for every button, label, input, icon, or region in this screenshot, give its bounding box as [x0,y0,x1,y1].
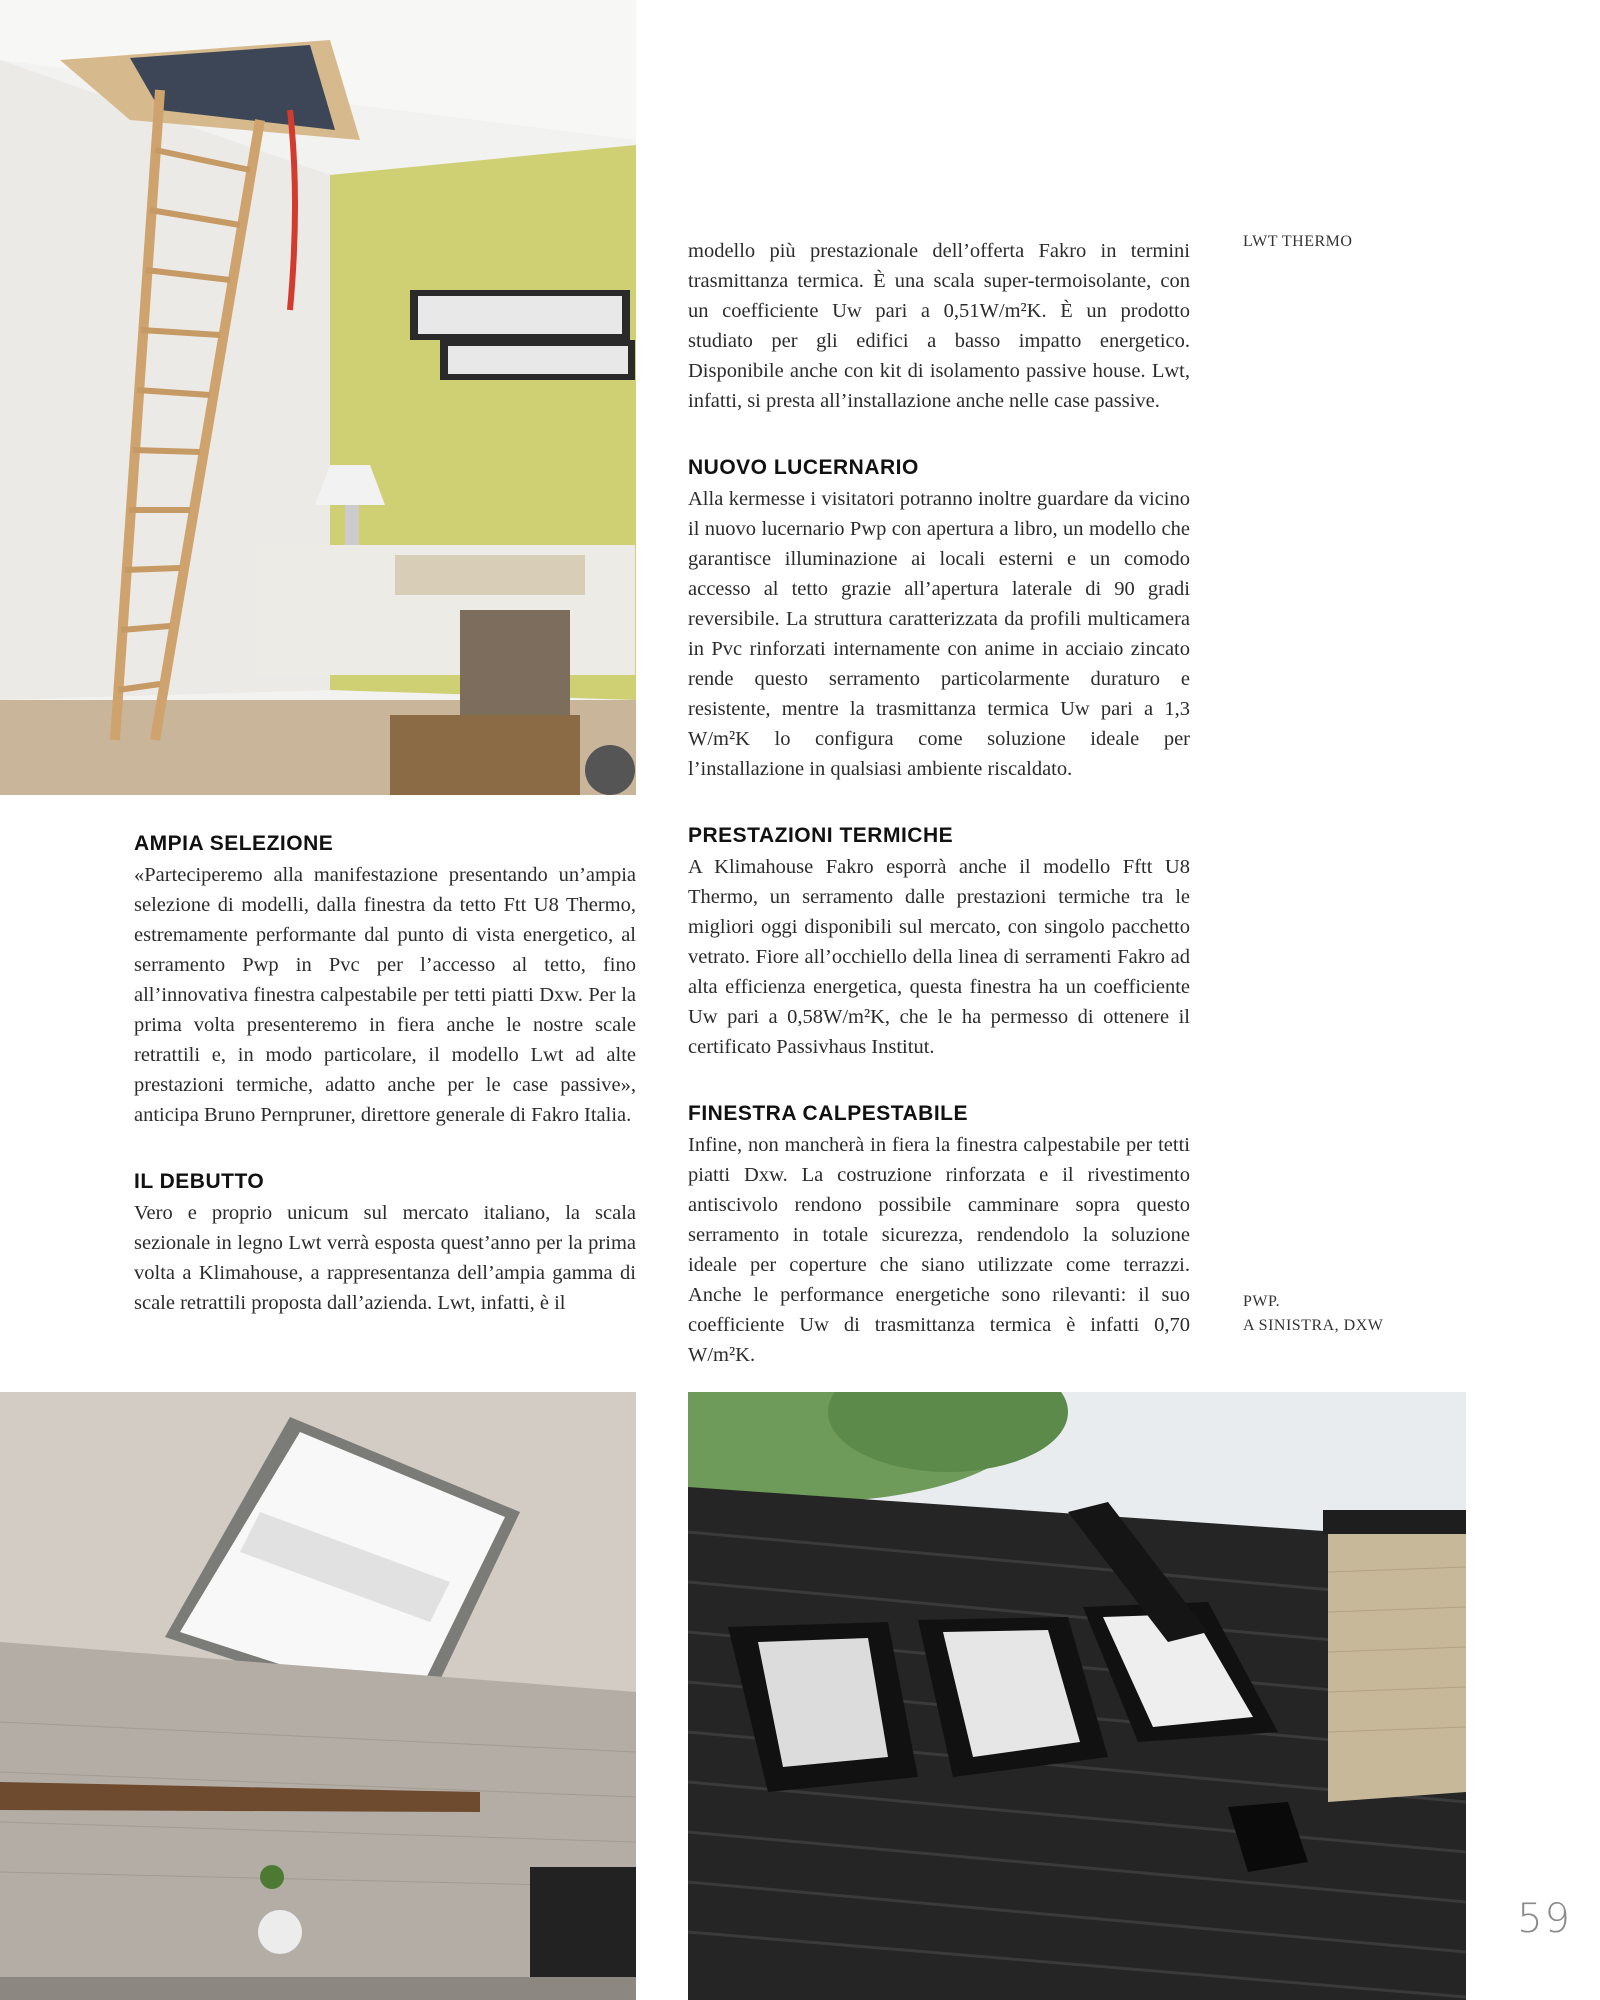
caption-pwp: PWP. [1243,1293,1281,1310]
heading-nuovo-lucernario: NUOVO LUCERNARIO [688,456,919,479]
roof-windows-photo [688,1392,1466,2000]
left-text-column [134,832,636,1318]
paragraph-ampia-selezione: «Parteciperemo alla manifestazione presentando un’ampia selezione di modelli, dalla finestra da tetto Ftt U8 Thermo, estremamente performante dal punto di vista energetico, al serramento Pwp in Pvc per l’accesso al tetto, fino all’innovativa finestra calpestabile per tetti piatti Dxw. Per la prima volta presenteremo in fiera anche le nostre scale retrattili e, in modo particolare, il modello Lwt ad alte prestazioni termiche, adatto anche per le case passive», anticipa Bruno Pernpruner, direttore generale di Fakro Italia. [134,864,636,1126]
heading-prestazioni-termiche: PRESTAZIONI TERMICHE [688,824,954,847]
skylight-photo [0,1392,636,2000]
paragraph-finestra-calpestabile: Infine, non mancherà in fiera la finestra calpestabile per tetti piatti Dxw. La costruzione rinforzata e il rivestimento antiscivolo rendono possibile camminare sopra questo serramento in totale sicurezza, rendendolo la soluzione ideale per coperture che siano utilizzate come terrazzi. Anche le performance energetiche sono rilevanti: il suo coefficiente Uw di trasmittanza termica è infatti 0,70 W/m²K. [688,1134,1190,1366]
paragraph-prestazioni-termiche: A Klimahouse Fakro esporrà anche il modello Fftt U8 Thermo, un serramento dalle prestazioni termiche tra le migliori oggi disponibili sul mercato, con singolo pacchetto vetrato. Fiore all’occhiello della linea di serramenti Fakro ad alta efficienza energetica, questa finestra ha un coefficiente Uw pari a 0,58W/m²K, che le ha permesso di ottenere il certificato Passivhaus Institut. [688,856,1190,1058]
attic-ladder-illustration [0,0,636,795]
heading-ampia-selezione: AMPIA SELEZIONE [134,832,334,855]
roof-windows-illustration [688,1392,1466,2000]
caption-a-sinistra-dxw: A SINISTRA, DXW [1243,1317,1384,1334]
heading-finestra-calpestabile: FINESTRA CALPESTABILE [688,1102,969,1125]
skylight-illustration [0,1392,636,2000]
paragraph-nuovo-lucernario: Alla kermesse i visitatori potranno inoltre guardare da vicino il nuovo lucernario Pwp con apertura a libro, un modello che garantisce illuminazione ai locali esterni e un comodo accesso al tetto grazie all’apertura laterale di 90 gradi reversibile. La struttura caratterizzata da profili multicamera in Pvc rinforzati internamente con anime in acciaio zincato rende questo serramento particolarmente duraturo e resistente, mentre la trasmittanza termica Uw pari a 1,3 W/m²K lo configura come soluzione ideale per l’installazione in qualsiasi ambiente riscaldato. [688,488,1190,780]
caption-pwp-dxw [1243,1290,1383,1338]
paragraph-il-debutto: Vero e proprio unicum sul mercato italiano, la scala sezionale in legno Lwt verrà esposta quest’anno per la prima volta a Klimahouse, a rappresentanza dell’ampia gamma di scale retrattili proposta dall’azienda. Lwt, infatti, è il [134,1202,636,1314]
heading-il-debutto: IL DEBUTTO [134,1170,265,1193]
right-text-column [688,236,1190,1370]
page-number: 59 [1517,1896,1572,1942]
intro-paragraph: modello più prestazionale dell’offerta Fakro in termini trasmittanza termica. È una scala super-termoisolante, con un coefficiente Uw pari a 0,51W/m²K. È un prodotto studiato per gli edifici a basso impatto energetico. Disponibile anche con kit di isolamento passive house. Lwt, infatti, si presta all’installazione anche nelle case passive. [688,240,1190,412]
attic-ladder-photo [0,0,636,795]
caption-lwt-thermo: LWT THERMO [1243,233,1353,250]
